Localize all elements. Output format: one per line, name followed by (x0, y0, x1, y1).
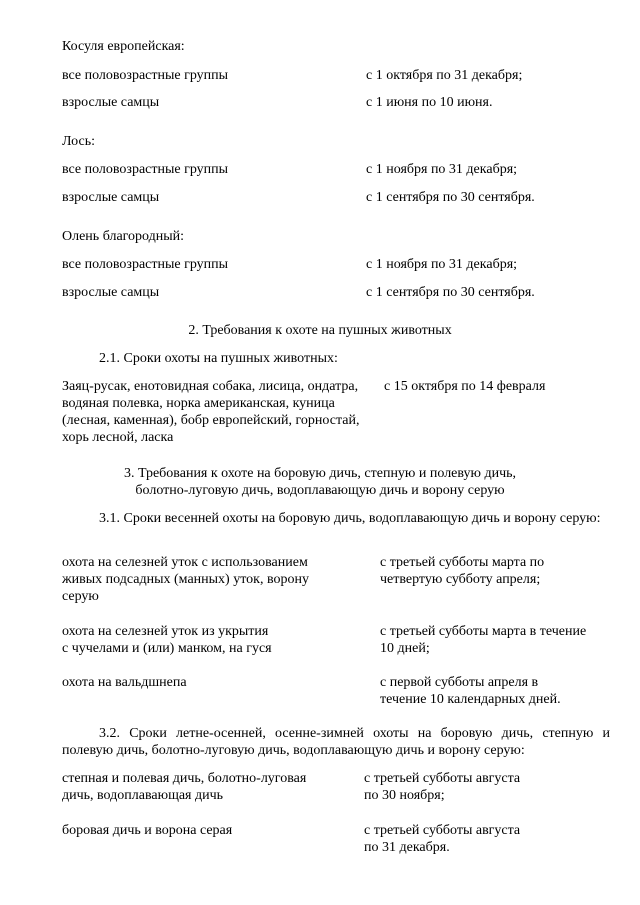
section-heading: 3. Требования к охоте на боровую дичь, степную и полевую дичь, болотно-луговую дичь, водоплавающую дичь и ворону серую (123, 466, 517, 498)
species-title-red-deer: Олень благородный: (62, 229, 185, 244)
game-type: степная и полевая дичь, болотно-луговая дичь, водоплавающая дичь (62, 771, 307, 803)
group-label: взрослые самцы (62, 95, 160, 110)
season-period: с третьей субботы марта по четвертую субботу апреля; (380, 555, 545, 587)
group-label: взрослые самцы (62, 190, 160, 205)
group-label: все половозрастные группы (62, 162, 229, 177)
season-period: с третьей субботы августа по 30 ноября; (364, 771, 521, 803)
season-period: с первой субботы апреля в течение 10 календарных дней. (380, 675, 561, 707)
hunt-type: охота на селезней уток с использованием живых подсадных (манных) уток, ворону серую (62, 555, 309, 604)
section-heading: 2. Требования к охоте на пушных животных (188, 323, 452, 338)
hunt-type: охота на вальдшнепа (62, 675, 187, 690)
fur-animals-list: Заяц-русак, енотовидная собака, лисица, ондатра, водяная полевка, норка американская, куница (лесная, каменная), бобр европейский, горностай, хорь лесной, ласка (62, 379, 360, 445)
season-period: с 1 ноября по 31 декабря; (366, 257, 518, 272)
season-period: с третьей субботы марта в течение 10 дней; (380, 624, 587, 656)
subsection-heading: 2.1. Сроки охоты на пушных животных: (99, 351, 338, 366)
species-title-moose: Лось: (62, 134, 95, 149)
group-label: все половозрастные группы (62, 68, 229, 83)
species-title-roe: Косуля европейская: (62, 39, 185, 54)
season-period: с 15 октября по 14 февраля (384, 379, 546, 394)
season-period: с 1 сентября по 30 сентября. (366, 190, 535, 205)
group-label: взрослые самцы (62, 285, 160, 300)
subsection-heading: 3.2. Сроки летне-осенней, осенне-зимней охоты на боровую дичь, степную и полевую дичь, болотно-луговую дичь, водоплавающую дичь и ворону серую: (62, 726, 610, 758)
subsection-heading: 3.1. Сроки весенней охоты на боровую дичь, водоплавающую дичь и ворону серую: (99, 511, 601, 526)
game-type: боровая дичь и ворона серая (62, 823, 233, 838)
season-period: с 1 ноября по 31 декабря; (366, 162, 518, 177)
season-period: с 1 сентября по 30 сентября. (366, 285, 535, 300)
season-period: с 1 октября по 31 декабря; (366, 68, 523, 83)
hunt-type: охота на селезней уток из укрытия с чучелами и (или) манком, на гуся (62, 624, 272, 656)
group-label: все половозрастные группы (62, 257, 229, 272)
season-period: с третьей субботы августа по 31 декабря. (364, 823, 521, 855)
season-period: с 1 июня по 10 июня. (366, 95, 493, 110)
